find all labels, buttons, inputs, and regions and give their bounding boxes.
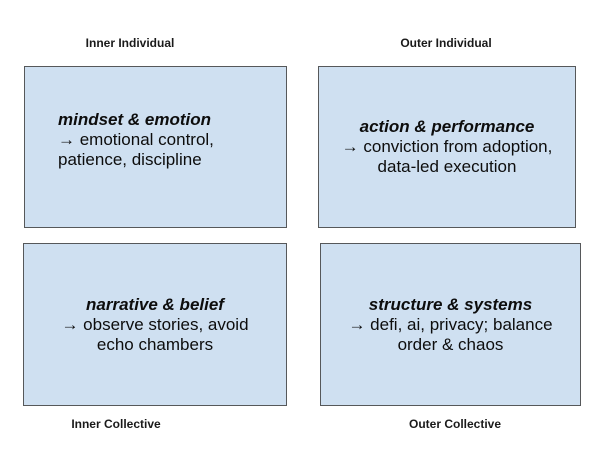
quadrant-line: → emotional control, — [58, 130, 214, 149]
quadrant-line: → observe stories, avoid — [61, 314, 249, 334]
quadrant-line: echo chambers — [96, 334, 214, 354]
quadrant-line: order & chaos — [397, 334, 504, 354]
quadrant-text-block — [342, 117, 553, 177]
quadrant-title: narrative & belief — [86, 294, 224, 314]
quadrant-text-block — [61, 295, 248, 355]
quadrant-line: → defi, ai, privacy; balance — [348, 314, 553, 334]
quadrant-box-structure-systems — [320, 243, 581, 406]
quadrant-line: → conviction from adoption, — [341, 137, 553, 156]
axis-label-inner-individual: Inner Individual — [85, 36, 175, 50]
quadrant-line: data-led execution — [377, 157, 517, 176]
axis-label-outer-individual: Outer Individual — [400, 36, 492, 50]
quadrant-box-narrative-belief — [23, 243, 287, 406]
quadrant-line: patience, discipline — [58, 150, 202, 169]
quadrant-text-block — [25, 110, 286, 170]
quadrant-box-mindset-emotion — [24, 66, 287, 228]
quadrant-box-action-performance — [318, 66, 576, 228]
axis-label-inner-collective: Inner Collective — [71, 417, 161, 431]
quadrant-text-block — [348, 295, 552, 355]
quadrant-title: structure & systems — [368, 294, 533, 314]
quadrant-title: mindset & emotion — [58, 110, 212, 129]
quadrant-title: action & performance — [359, 117, 535, 136]
axis-label-outer-collective: Outer Collective — [408, 417, 502, 431]
